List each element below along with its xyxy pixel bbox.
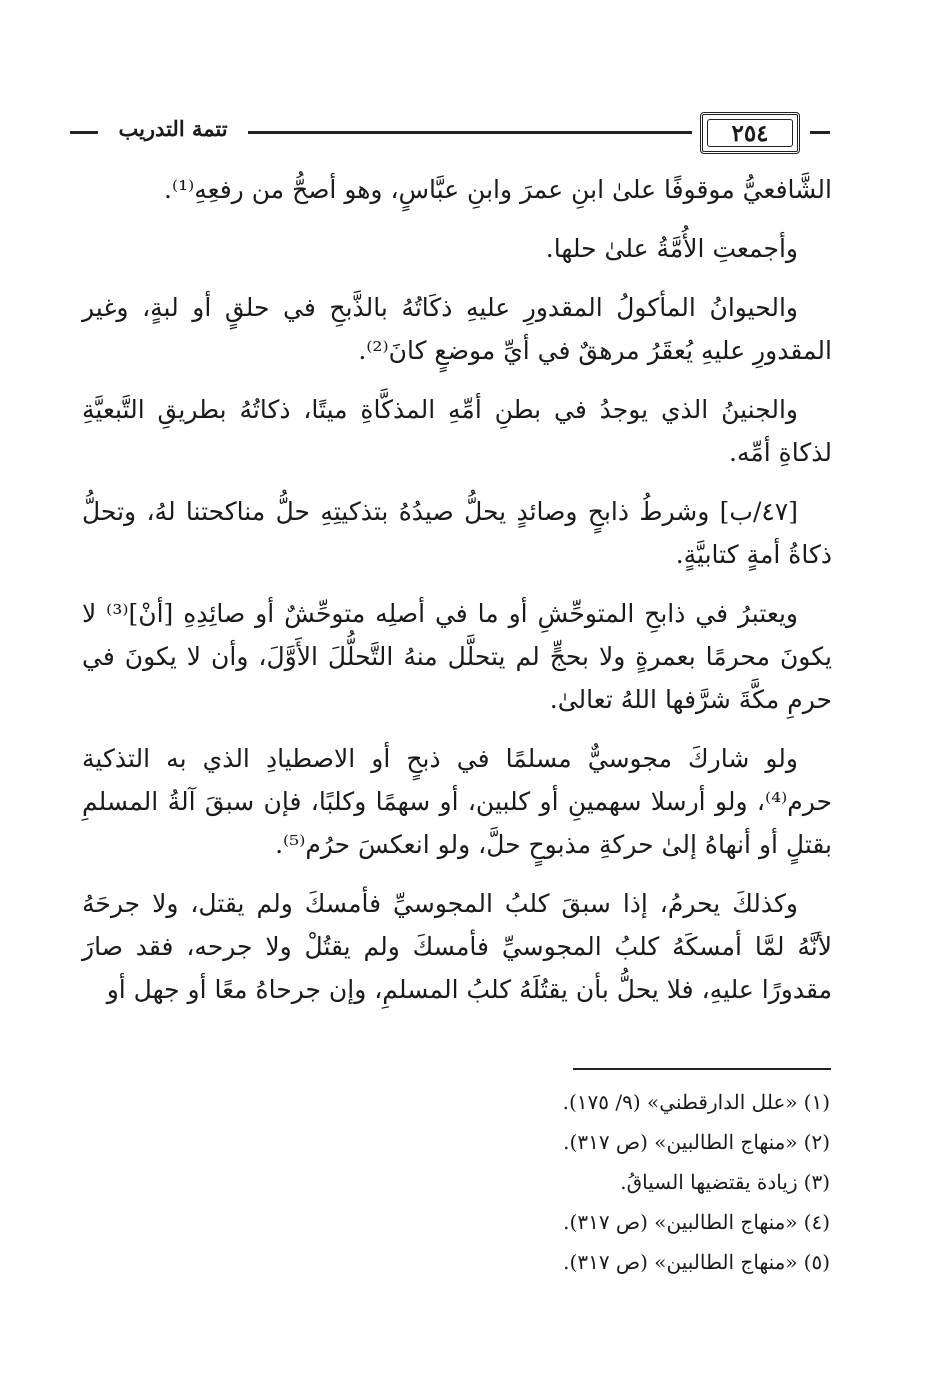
paragraph: ويعتبرُ في ذابحِ المتوحِّشِ أو ما في أصلِه متوحِّشٌ أو صائِدِهِ [أنْ]⁽³⁾ لا يكونَ محرمًا بعمرةٍ ولا بحجٍّ لم يتحلَّل منهُ التَّحلُّلَ الأَوَّلَ، وأن لا يكونَ في حرمِ مكَّةَ شرَّفها اللهُ تعالىٰ.	[82, 599, 832, 714]
footnote	[420, 1082, 830, 1122]
footnote	[420, 1122, 830, 1162]
footnote-text: «منهاج الطالبين» (ص ٣١٧).	[563, 1130, 798, 1154]
running-title: تتمة التدريب	[118, 116, 228, 141]
page-number: ٢٥٤	[731, 119, 769, 147]
paragraph: والحيوانُ المأكولُ المقدورِ عليهِ ذكَاتُهُ بالذَّبحِ في حلقٍ أو لبةٍ، وغير المقدورِ عليهِ يُعقَرُ مرهقٌ في أيِّ موضعٍ كانَ⁽²⁾.	[82, 293, 832, 365]
paragraph: وأجمعتِ الأُمَّةُ علىٰ حلها.	[545, 234, 798, 263]
footnote	[420, 1242, 830, 1282]
footnote-separator	[573, 1068, 831, 1070]
header-rule-left	[70, 131, 98, 134]
footnote-text: «منهاج الطالبين» (ص ٣١٧).	[563, 1210, 798, 1234]
footnote	[420, 1162, 830, 1202]
footnote-number: (١)	[803, 1090, 830, 1114]
paragraph: الشَّافعيُّ موقوفًا علىٰ ابنِ عمرَ وابنِ عبَّاسٍ، وهو أصحُّ من رفعِهِ⁽¹⁾.	[164, 175, 832, 204]
header-rule-right	[810, 131, 830, 134]
main-text	[82, 168, 832, 1027]
footnote-number: (٣)	[803, 1170, 830, 1194]
paragraph: [٤٧/ب] وشرطُ ذابحٍ وصائدٍ يحلُّ صيدُهُ بتذكيتِهِ حلُّ مناكحتنا لهُ، وتحلُّ ذكاةُ أمةٍ كتابيَّةٍ.	[82, 497, 832, 569]
page-number-box	[700, 112, 800, 154]
footnote-number: (٤)	[803, 1210, 830, 1234]
footnote-number: (٥)	[803, 1250, 830, 1274]
paragraph: والجنينُ الذي يوجدُ في بطنِ أمِّهِ المذكَّاةِ ميتًا، ذكاتُهُ بطريقِ التَّبعيَّةِ لذكاةِ أمِّه.	[82, 395, 832, 467]
footnote-number: (٢)	[803, 1130, 830, 1154]
footnote-text: «منهاج الطالبين» (ص ٣١٧).	[563, 1250, 798, 1274]
header-rule-long	[248, 131, 692, 134]
paragraph: وكذلكَ يحرمُ، إذا سبقَ كلبُ المجوسيِّ فأمسكَ ولم يقتل، ولا جرحَهُ لأنَّهُ لمَّا أمسكَهُ كلبُ المجوسيِّ فأمسكَ ولم يقتُلْ ولا جرحه، فقد صارَ مقدورًا عليهِ، فلا يحلُّ بأن يقتُلَهُ كلبُ المسلمِ، وإن جرحاهُ معًا أو جهل أو	[82, 889, 832, 1004]
footnote	[420, 1202, 830, 1242]
footnote-text: «علل الدارقطني» (٩/ ١٧٥).	[562, 1090, 798, 1114]
footnotes	[420, 1082, 830, 1282]
page-number-frame	[707, 119, 793, 147]
page-header	[70, 112, 830, 162]
paragraph: ولو شاركَ مجوسيٌّ مسلمًا في ذبحٍ أو الاصطيادِ الذي به التذكية حرم⁽⁴⁾، ولو أرسلا سهمينِ أو كلبين، أو سهمًا وكلبًا، فإن سبقَ آلةُ المسلمِ بقتلٍ أو أنهاهُ إلىٰ حركةِ مذبوحٍ حلَّ، ولو انعكسَ حرُم⁽⁵⁾.	[82, 744, 832, 859]
footnote-text: زيادة يقتضيها السياقُ.	[620, 1170, 798, 1194]
